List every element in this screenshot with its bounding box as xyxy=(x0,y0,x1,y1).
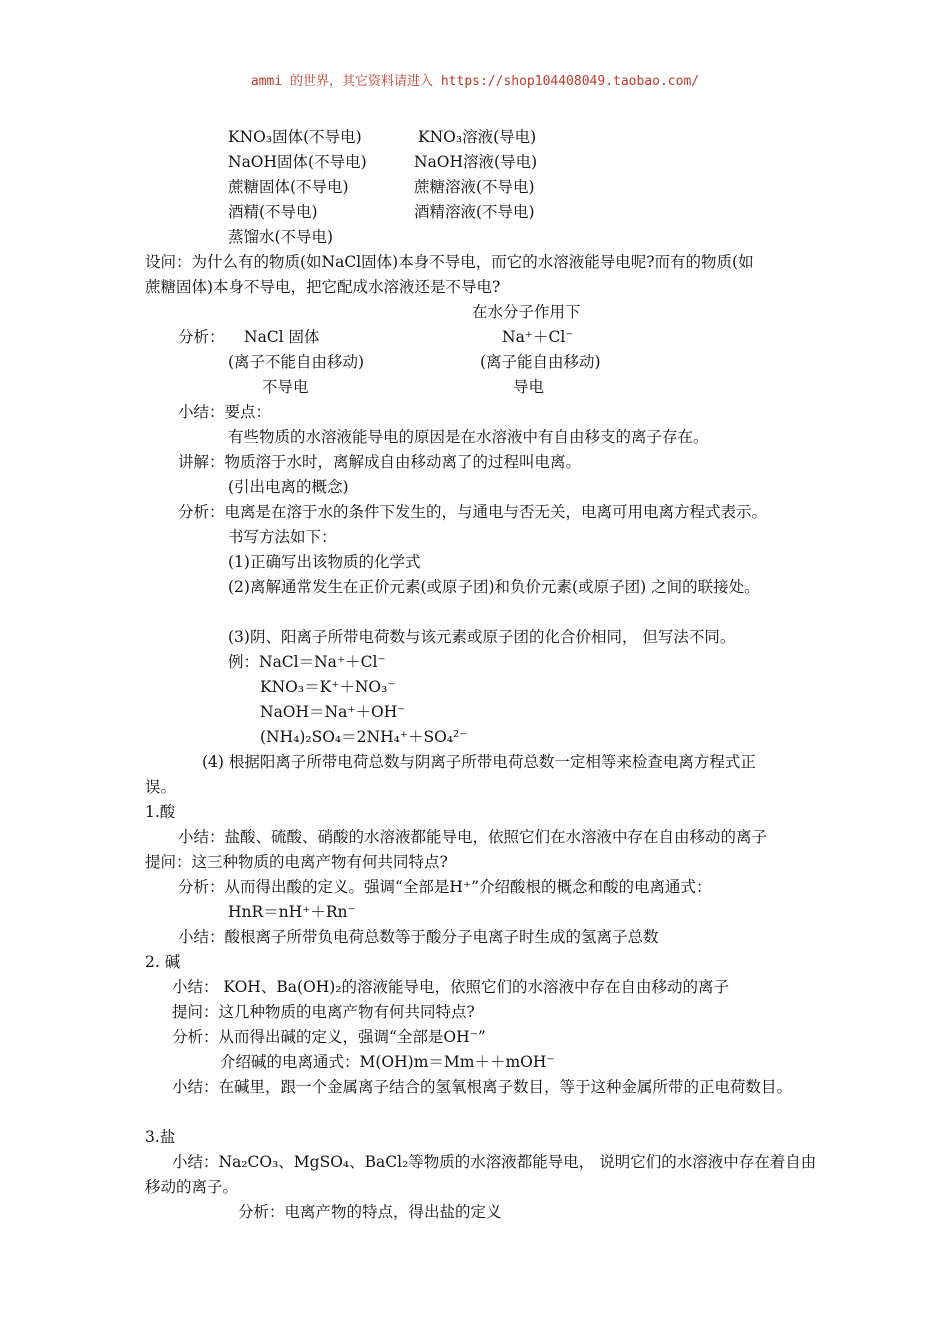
acid-conclusion: 小结：酸根离子所带负电荷总数等于酸分子电离子时生成的氢离子总数 xyxy=(178,928,659,946)
question-line-2: 蔗糖固体)本身不导电，把它配成水溶液还是不导电? xyxy=(145,278,501,296)
base-heading: 2. 碱 xyxy=(145,953,181,971)
lecture-text: 讲解：物质溶于水时，离解成自由移动离了的过程叫电离。 xyxy=(178,453,582,471)
writing-step-2: (2)离解通常发生在正价元素(或原子团)和负价元素(或原子团) 之间的联接处。 xyxy=(228,578,760,596)
table-left-4: 酒精(不导电) xyxy=(228,203,318,221)
example-4: (NH₄)₂SO₄＝2NH₄⁺＋SO₄²⁻ xyxy=(260,728,468,746)
question-line-1: 设问：为什么有的物质(如NaCl固体)本身不导电，而它的水溶液能导电呢?而有的物质(如 xyxy=(145,253,754,271)
base-conclusion: 小结：在碱里，跟一个金属离子结合的氢氧根离子数目，等于这种金属所带的正电荷数目。 xyxy=(172,1078,793,1096)
lecture-note: (引出电离的概念) xyxy=(228,478,349,496)
step-4-line-1: (4) 根据阳离子所带电荷总数与阴离子所带电荷总数一定相等来检查电离方程式正 xyxy=(202,753,756,771)
salt-summary-line-1: 小结：Na₂CO₃、MgSO₄、BaCl₂等物质的水溶液都能导电， 说明它们的水溶液中存在着自由 xyxy=(172,1153,817,1171)
acid-heading: 1.酸 xyxy=(145,803,176,821)
left-substance: NaCl 固体 xyxy=(244,328,320,346)
table-left-1: KNO₃固体(不导电) xyxy=(228,128,362,146)
right-substance: Na⁺＋Cl⁻ xyxy=(502,328,574,346)
base-formula: 介绍碱的电离通式：M(OH)m＝Mm＋＋mOH⁻ xyxy=(220,1053,555,1071)
table-right-2: NaOH溶液(导电) xyxy=(414,153,538,171)
page-header: ammi 的世界，其它资料请进入 https://shop104408049.taobao.com/ xyxy=(250,74,700,89)
summary-points: 小结：要点： xyxy=(178,403,272,421)
acid-analysis: 分析：从而得出酸的定义。强调“全部是H⁺”介绍酸根的概念和酸的电离通式： xyxy=(178,878,712,896)
analysis-2: 分析：电离是在溶于水的条件下发生的，与通电与否无关，电离可用电离方程式表示。 xyxy=(178,503,768,521)
analysis-label: 分析： xyxy=(178,328,225,346)
step-4-line-2: 误。 xyxy=(145,778,177,796)
table-left-2: NaOH固体(不导电) xyxy=(228,153,367,171)
condition-text: 在水分子作用下 xyxy=(472,303,581,321)
base-analysis: 分析：从而得出碱的定义，强调“全部是OH⁻” xyxy=(172,1028,486,1046)
example-2: KNO₃＝K⁺＋NO₃⁻ xyxy=(260,678,396,696)
right-result: 导电 xyxy=(513,378,545,396)
writing-step-3: (3)阴、阳离子所带电荷数与该元素或原子团的化合价相同， 但写法不同。 xyxy=(228,628,736,646)
writing-intro: 书写方法如下： xyxy=(228,528,337,546)
salt-analysis: 分析：电离产物的特点，得出盐的定义 xyxy=(238,1203,502,1221)
right-state: (离子能自由移动) xyxy=(480,353,601,371)
table-right-3: 蔗糖溶液(不导电) xyxy=(414,178,535,196)
summary-text: 有些物质的水溶液能导电的原因是在水溶液中有自由移支的离子存在。 xyxy=(228,428,709,446)
table-left-5: 蒸馏水(不导电) xyxy=(228,228,334,246)
salt-summary-line-2: 移动的离子。 xyxy=(145,1178,239,1196)
salt-heading: 3.盐 xyxy=(145,1128,176,1146)
left-state: (离子不能自由移动) xyxy=(228,353,365,371)
table-right-4: 酒精溶液(不导电) xyxy=(414,203,535,221)
base-summary: 小结： KOH、Ba(OH)₂的溶液能导电，依照它们的水溶液中存在自由移动的离子 xyxy=(172,978,729,996)
writing-step-1: (1)正确写出该物质的化学式 xyxy=(228,553,421,571)
table-left-3: 蔗糖固体(不导电) xyxy=(228,178,349,196)
acid-formula: HnR＝nH⁺＋Rn⁻ xyxy=(228,903,356,921)
acid-question: 提问：这三种物质的电离产物有何共同特点? xyxy=(145,853,448,871)
table-right-1: KNO₃溶液(导电) xyxy=(418,128,537,146)
example-3: NaOH＝Na⁺＋OH⁻ xyxy=(260,703,406,721)
example-1: 例：NaCl＝Na⁺＋Cl⁻ xyxy=(228,653,386,671)
base-question: 提问：这几种物质的电离产物有何共同特点? xyxy=(172,1003,475,1021)
left-result: 不导电 xyxy=(262,378,309,396)
acid-summary: 小结：盐酸、硫酸、硝酸的水溶液都能导电，依照它们在水溶液中存在自由移动的离子 xyxy=(178,828,768,846)
